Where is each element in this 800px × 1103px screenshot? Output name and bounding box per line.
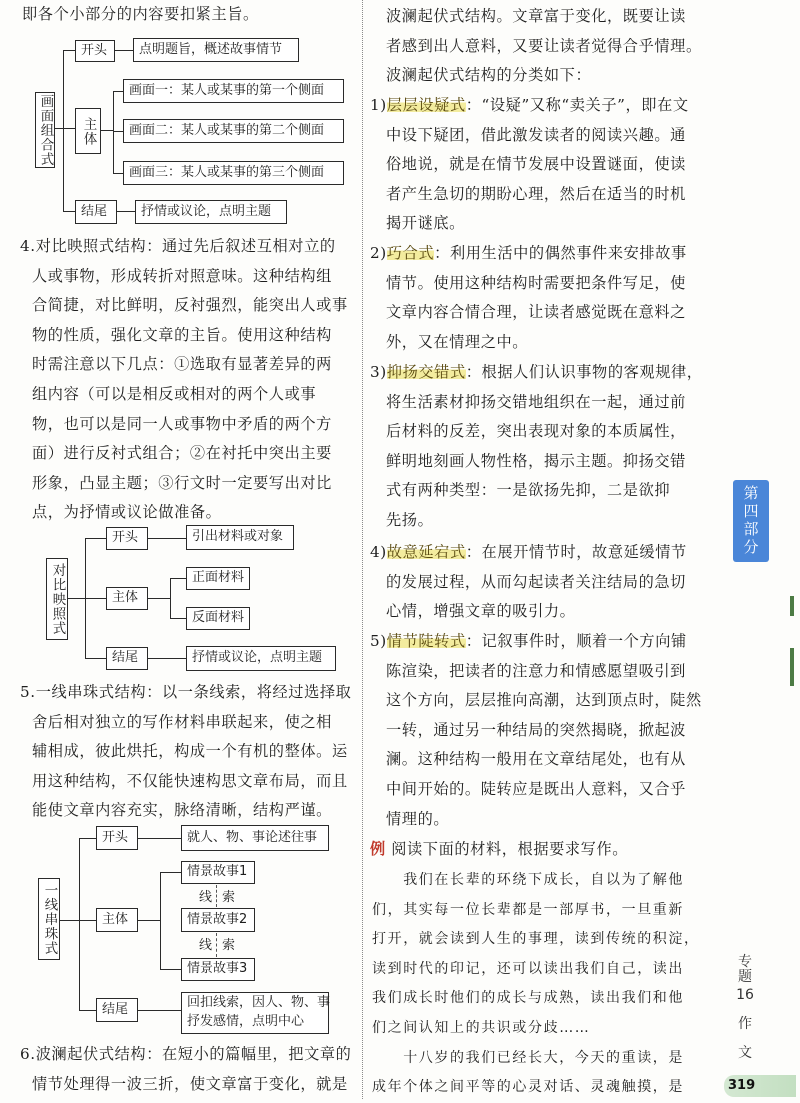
diagram2-opening: 开头 [106, 527, 148, 550]
example-mark: 例 [370, 840, 386, 858]
type-name: 故意延宕式 [386, 543, 466, 561]
diagram1-opening: 开头 [75, 40, 115, 62]
page-number: 319 [724, 1075, 796, 1097]
example-prompt: 例 阅读下面的材料，根据要求写作。 [370, 840, 629, 858]
intro-line: 即各个小部分的内容要扣紧主旨。 [22, 5, 259, 23]
diagram2-root: 对比映照式 [46, 558, 68, 640]
diagram3-opening: 开头 [96, 826, 138, 850]
diagram1-ending: 结尾 [75, 200, 117, 224]
type-1: 1)层层设疑式：“设疑”又称“卖关子”，即在文 中设下疑团，借此激发读者的阅读兴趣。通 俗地说，就是在情节发展中设置谜面，使读 者产生急切的期盼心理，然后在适当的时机 揭开谜底。 [370, 96, 689, 233]
diagram3-body-item-3: 情景故事3 [181, 958, 255, 981]
diagram1-root: 画面组合式 [35, 92, 55, 168]
diagram1-body: 主体 [75, 108, 101, 154]
diagram3-body-item-1: 情景故事1 [181, 861, 255, 884]
section-6-text: 6.波澜起伏式结构：在短小的篇幅里，把文章的 情节处理得一波三折，使文章富于变化，就是 [20, 1045, 352, 1093]
part-tab-label: 第四部分 [743, 484, 759, 556]
diagram1-opening-detail: 点明题旨，概述故事情节 [133, 38, 299, 62]
type-4: 4)故意延宕式：在展开情节时，故意延缓情节 的发展过程，从而勾起读者关注结局的急切 心情，增强文章的吸引力。 [370, 543, 687, 621]
section-5-text: 5.一线串珠式结构：以一条线索，将经过选择取 舍后相对独立的写作材料串联起来，使之相 辅相成，彼此烘托，构成一个有机的整体。运 用这种结构，不仅能快速构思文章布局，而且 能使文章内容充实，脉络清晰，结构严谨。 [20, 683, 352, 820]
type-name: 抑扬交错式 [386, 363, 466, 381]
column-divider [362, 0, 363, 1099]
type-name: 层层设疑式 [386, 96, 466, 114]
thread-label-left: 线 [199, 938, 213, 953]
thread-label-left: 线 [199, 890, 213, 905]
type-3: 3)抑扬交错式：根据人们认识事物的客观规律， 将生活素材抑扬交错地组织在一起，通过前 后材料的反差，突出表现对象的本质属性， 鲜明地刻画人物性格，揭示主题。抑扬交错 式有两种类型：一是欲扬先抑，二是欲抑 先扬。 [370, 363, 703, 529]
diagram2-body-item-2: 反面材料 [186, 607, 250, 630]
thread-label-right: 索 [222, 890, 236, 905]
edge-mark [790, 648, 794, 686]
diagram3-body-item-2: 情景故事2 [181, 908, 255, 932]
diagram3-ending: 结尾 [96, 998, 138, 1022]
diagram3-root: 一线串珠式 [38, 878, 60, 960]
type-5: 5)情节陡转式：记叙事件时，顺着一个方向铺 陈渲染，把读者的注意力和情感愿望吸引到 这个方向，层层推向高潮，达到顶点时，陡然 一转，通过另一种结局的突然揭晓，掀起波 澜。这种结构一般用在文章结尾处，也有从 中间开始的。陡转应是既出人意料，又合乎 情理的。 [370, 632, 702, 828]
type-name: 巧合式 [386, 244, 435, 262]
example-essay: 我们在长辈的环绕下成长，自以为了解他 们，其实每一位长辈都是一部厚书，一旦重新 打开，就会读到人生的事理，读到传统的积淀， 读到时代的印记，还可以读出我们自己，读出 我们成长时他们的成长与成熟，读出我们和他 们之间认知上的共识或分歧…… 十八岁的我们已经长大，今天的重读，是 成年个体之间平等的心灵对话、灵魂触摸，是 [372, 872, 700, 1096]
diagram3-opening-detail: 就人、物、事论述往事 [181, 825, 329, 851]
topic-label: 专 题 16 作 文 [736, 954, 754, 1061]
diagram2-body-item-1: 正面材料 [186, 567, 250, 590]
diagram1-body-item-3: 画面三：某人或某事的第三个侧面 [123, 161, 344, 185]
section-6-continued: 波澜起伏式结构。文章富于变化，既要让读 者感到出人意料，又要让读者觉得合乎情理。 波澜起伏式结构的分类如下： [386, 7, 702, 85]
diagram2-opening-detail: 引出材料或对象 [186, 525, 294, 550]
part-tab[interactable] [733, 480, 769, 562]
type-name: 情节陡转式 [386, 632, 466, 650]
diagram2-body: 主体 [106, 587, 148, 610]
edge-mark [790, 596, 794, 616]
thread-label-right: 索 [222, 938, 236, 953]
diagram1-ending-detail: 抒情或议论，点明主题 [135, 200, 287, 224]
diagram3-ending-detail: 回扣线索，因人、物、事 抒发感情，点明中心 [181, 992, 329, 1034]
diagram1-body-item-2: 画面二：某人或某事的第二个侧面 [123, 119, 344, 143]
diagram1-body-item-1: 画面一：某人或某事的第一个侧面 [123, 79, 344, 103]
diagram2-ending-detail: 抒情或议论，点明主题 [186, 646, 336, 671]
diagram3-body: 主体 [96, 908, 138, 932]
diagram2-ending: 结尾 [106, 647, 148, 670]
type-2: 2)巧合式：利用生活中的偶然事件来安排故事 情节。使用这种结构时需要把条件写足，使 文章内容合情合理，让读者感觉既在意料之 外，又在情理之中。 [370, 244, 687, 351]
section-4-text: 4.对比映照式结构：通过先后叙述互相对立的 人或事物，形成转折对照意味。这种结构组 合简捷，对比鲜明，反衬强烈，能突出人或事 物的性质，强化文章的主旨。使用这种结构 时需注意以下几点：①选取有显著差异的两 组内容（可以是相反或相对的两个人或事 物，也可以是同一人或事物中矛盾的两个方 面）进行反衬式组合；②在衬托中突出主要 形象，凸显主题；③行文时一定要写出对比 点，为抒情或议论做准备。 [20, 237, 348, 522]
